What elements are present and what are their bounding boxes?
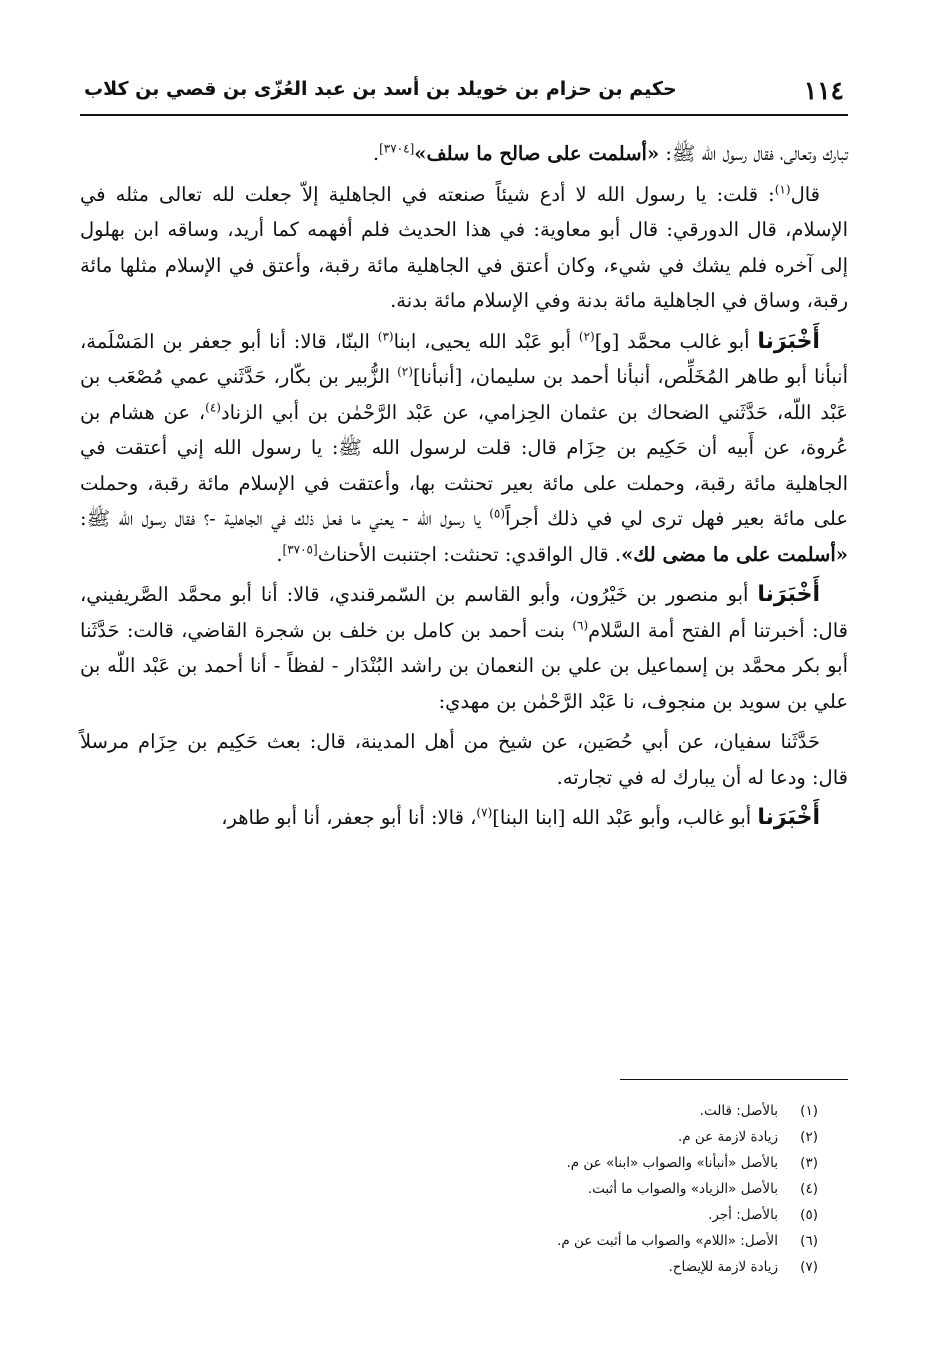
hadith-number: [٣٧٠٥] <box>282 542 318 556</box>
running-title: حكيم بن حزام بن خويلد بن أسد بن عبد العُزّى بن قصي بن كلاب <box>84 78 677 100</box>
isnad-lead-word: أَخْبَرَنا <box>757 328 820 354</box>
paragraph-3: أَخْبَرَنا أبو غالب محمَّد [و]$^{(٢)}$ أبو عَبْد الله يحيى، ابنا$^{(٣)}$ البنّا، قالا: أنا أبو جعفر بن المَسْلَمة، أنبأنا أبو طاهر المُخَلِّص، أنبأنا أحمد بن سليمان، [أنبأنا]$^{(٢)}$ الزُّبير بن بكّار، حَدَّثَني عمي مُصْعَب بن عَبْد اللّه، حَدَّثَني الضحاك بن عثمان الحِزامي، عن عَبْد الرَّحْمٰن بن أبي الزناد$^{(٤)}$، عن هشام بن عُروة، عن أَبيه أن حَكِيم بن حِزَام قال: قلت لرسول الله ﷺ: يا رسول الله إني أعتقت في الجاهلية مائة رقبة، وحملت على مائة بعير تحنثت بها، وأعتقت في الإسلام مائة رقبة، وحملت على مائة بعير فهل ترى لي في ذلك أجراً$^{(٥)}$ يا رسول الله - يعني ما فعل ذلك في الجاهلية -؟ فقال رسول الله ﷺ: «أسلمت على ما مضى لك». قال الواقدي: تحنثت: اجتنبت الأحناث[٣٧٠٥]. <box>80 328 848 566</box>
footnote-item: (٥) بالأصل: أجر. <box>708 1207 818 1223</box>
hadith-quote: «أسلمت على ما مضى لك» <box>621 542 848 566</box>
footnote-item: (٢) زيادة لازمة عن م. <box>677 1129 818 1145</box>
footnote-divider <box>620 1079 848 1080</box>
footnote-item: (٧) زيادة لازمة للإيضاح. <box>668 1259 818 1275</box>
main-text <box>80 136 848 841</box>
footnote-marker: (٤) <box>205 400 221 414</box>
hadith-number: [٣٧٠٤] <box>379 141 415 156</box>
footnote-marker: (٢) <box>578 329 595 343</box>
footnote-marker: (٣) <box>377 329 394 343</box>
page-header <box>84 72 844 110</box>
footnote-item: (٤) بالأصل «الزياد» والصواب ما أثبت. <box>587 1181 818 1197</box>
paragraph-4: أَخْبَرَنا أبو منصور بن خَيْرُون، وأبو القاسم بن السّمرقندي، قالا: أنا أبو محمَّد الصَّريفيني، قال: أخبرتنا أم الفتح أمة السَّلام$^{(٦)}$ بنت أحمد بن كامل بن خلف بن شجرة القاضي، قالت: حَدَّثَنا أبو بكر محمَّد بن إسماعيل بن علي بن النعمان بن راشد البُنْدَار - لفظاً - أنا أحمد بن عَبْد اللّه بن علي بن سويد بن منجوف، نا عَبْد الرَّحْمٰن بن مهدي: <box>80 582 848 713</box>
paragraph-1: تبارك وتعالى، فقال رسول الله ﷺ: «أسلمت على صالح ما سلف»[٣٧٠٤]. <box>372 141 848 165</box>
footnote-item: (٣) بالأصل «أنبأنا» والصواب «ابنا» عن م. <box>566 1155 818 1171</box>
footnote-item: (١) بالأصل: قالت. <box>699 1103 818 1119</box>
page-number: ١١٤ <box>803 76 844 105</box>
hadith-quote: «أسلمت على صالح ما سلف» <box>414 142 660 165</box>
isnad-lead-word: أَخْبَرَنا <box>757 805 820 830</box>
paragraph-6: أَخْبَرَنا أبو غالب، وأبو عَبْد الله [ابنا البنا]$^{(٧)}$، قالا: أنا أبو جعفر، أنا أبو طاهر، <box>221 805 820 830</box>
isnad-lead-word: أَخْبَرَنا <box>757 582 820 607</box>
paragraph-5: حَدَّثَنا سفيان، عن أبي حُصَين، عن شيخ من أهل المدينة، قال: بعث حَكِيم بن حِزَام مرسلاً قال: ودعا له أن يبارك له في تجارته. <box>80 730 848 789</box>
paragraph-2: قال$^{(١)}$: قلت: يا رسول الله لا أدع شيئاً صنعته في الجاهلية إلاّ جعلت لله تعالى مثله في الإسلام، قال الدورقي: قال أبو معاوية: في هذا الحديث فلم أفهمه كما أريد، وساقه ابن بهلول إلى آخره فلم يشك في شيء، وكان أعتق في الجاهلية مائة رقبة، وأعتق في الإسلام مثلها مائة رقبة، وساق في الجاهلية مائة بدنة وفي الإسلام مائة بدنة. <box>80 182 848 312</box>
footnote-marker: (٢) <box>397 364 413 379</box>
header-divider <box>80 114 848 116</box>
footnote-marker: (٥) <box>489 506 506 521</box>
footnote-marker: (٦) <box>572 618 589 632</box>
footnote-marker: (١) <box>774 182 791 196</box>
footnote-item: (٦) الأصل: «اللام» والصواب ما أثبت عن م. <box>557 1233 818 1249</box>
footnotes <box>218 1098 818 1280</box>
footnote-marker: (٧) <box>476 805 493 820</box>
